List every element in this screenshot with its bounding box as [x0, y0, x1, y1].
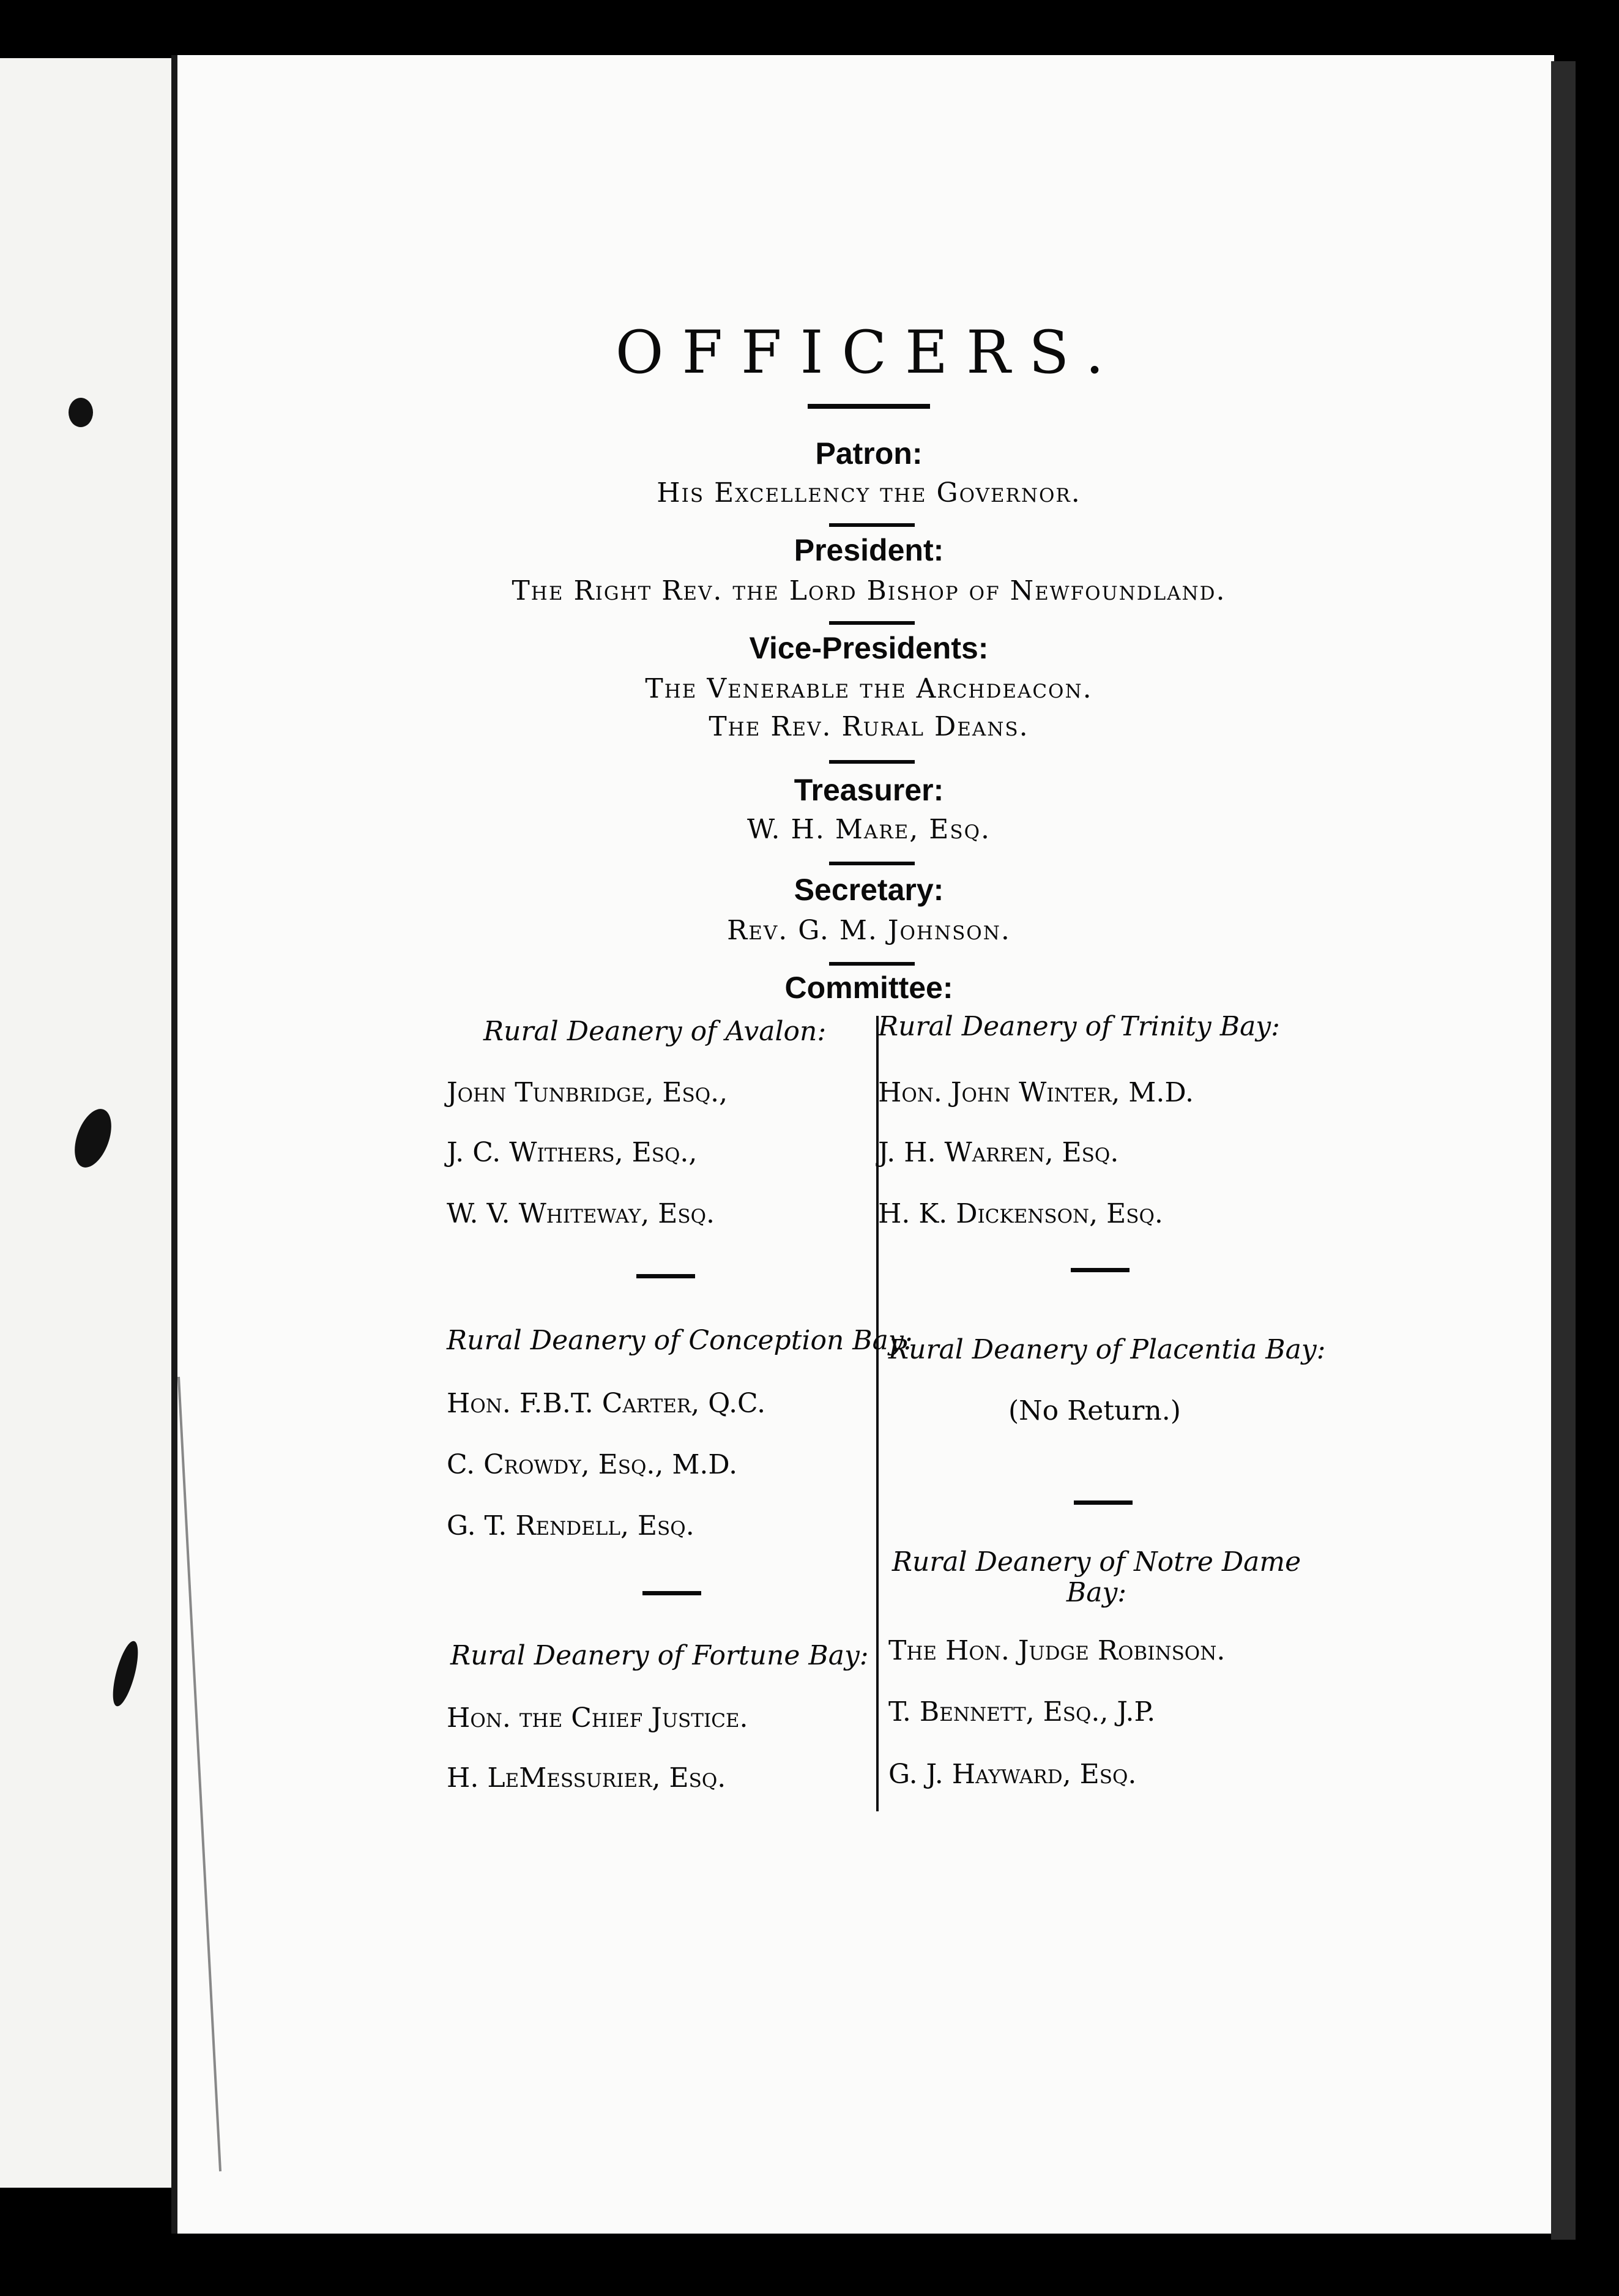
secretary-heading: Secretary:: [794, 873, 944, 907]
committee-member: The Hon. Judge Robinson.: [888, 1635, 1226, 1666]
patron-heading: Patron:: [815, 436, 923, 471]
ink-blot: [69, 398, 93, 427]
committee-member: Hon. F.B.T. Carter, Q.C.: [447, 1388, 766, 1419]
section-rule: [829, 760, 915, 764]
deanery-heading: Rural Deanery of Avalon:: [483, 1016, 827, 1047]
treasurer-heading: Treasurer:: [794, 773, 944, 807]
page-title: OFFICERS.: [615, 318, 1123, 387]
vice-president-name: The Rev. Rural Deans.: [709, 711, 1029, 742]
committee-member: H. LeMessurier, Esq.: [447, 1762, 726, 1794]
section-rule: [829, 523, 915, 527]
committee-member: John Tunbridge, Esq.,: [447, 1077, 728, 1108]
treasurer-name: W. H. Mare, Esq.: [747, 814, 991, 845]
committee-member: G. T. Rendell, Esq.: [447, 1510, 694, 1541]
section-rule: [1074, 1500, 1133, 1505]
committee-member: J. H. Warren, Esq.: [878, 1137, 1119, 1168]
vice-presidents-heading: Vice-Presidents:: [749, 631, 989, 665]
section-rule: [642, 1591, 701, 1595]
committee-heading: Committee:: [784, 971, 953, 1005]
deanery-heading: Rural Deanery of Conception Bay:: [447, 1325, 913, 1356]
section-rule: [636, 1274, 695, 1278]
section-rule: [1071, 1268, 1130, 1272]
section-rule: [829, 621, 915, 625]
column-divider: [876, 1016, 879, 1811]
deanery-heading: Rural Deanery of Notre Dame Bay:: [891, 1546, 1301, 1608]
deanery-heading: Rural Deanery of Placentia Bay:: [888, 1334, 1326, 1365]
president-name: The Right Rev. the Lord Bishop of Newfoundland.: [512, 575, 1226, 606]
committee-member: (No Return.): [1008, 1395, 1181, 1426]
patron-name: His Excellency the Governor.: [657, 477, 1081, 509]
committee-member: T. Bennett, Esq., J.P.: [888, 1696, 1156, 1728]
committee-member: G. J. Hayward, Esq.: [888, 1759, 1137, 1790]
committee-member: Hon. John Winter, M.D.: [878, 1077, 1194, 1108]
page-binding-edge: [1551, 61, 1576, 2240]
secretary-name: Rev. G. M. Johnson.: [727, 915, 1011, 946]
committee-member: J. C. Withers, Esq.,: [447, 1137, 698, 1168]
committee-member: Hon. the Chief Justice.: [447, 1702, 748, 1734]
section-rule: [829, 962, 915, 966]
deanery-heading: Rural Deanery of Fortune Bay:: [450, 1640, 869, 1671]
title-rule: [808, 404, 930, 409]
section-rule: [829, 862, 915, 865]
president-heading: President:: [794, 533, 944, 567]
vice-president-name: The Venerable the Archdeacon.: [645, 673, 1093, 704]
committee-member: C. Crowdy, Esq., M.D.: [447, 1449, 738, 1480]
deanery-heading: Rural Deanery of Trinity Bay:: [878, 1011, 1280, 1042]
committee-member: W. V. Whiteway, Esq.: [447, 1198, 715, 1229]
committee-member: H. K. Dickenson, Esq.: [878, 1198, 1163, 1229]
